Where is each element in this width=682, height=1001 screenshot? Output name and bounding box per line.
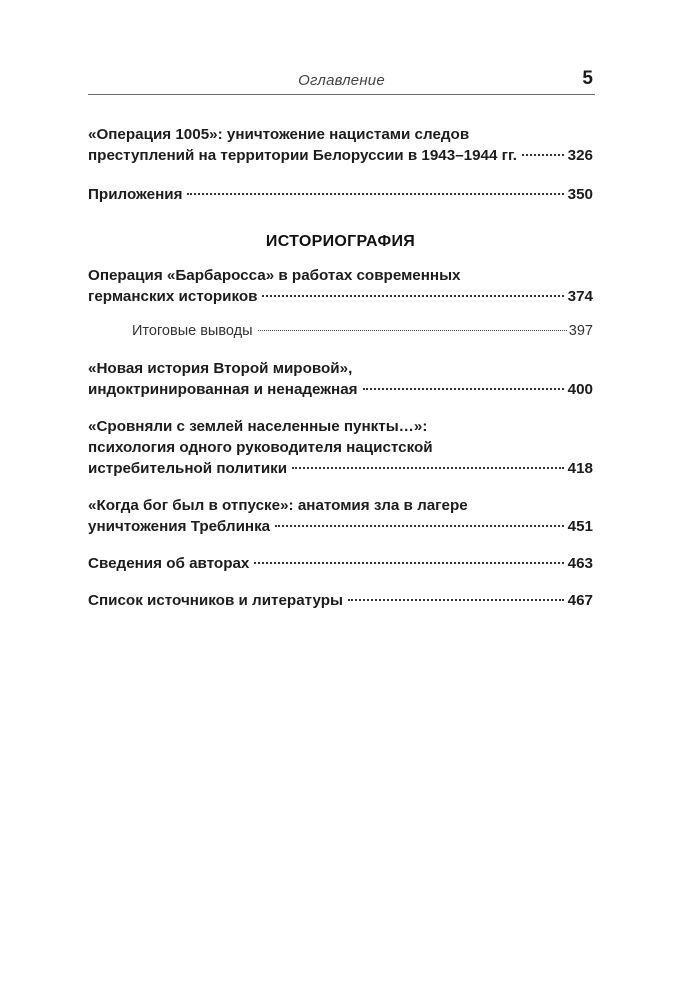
running-head — [88, 68, 595, 95]
dot-leader — [254, 562, 563, 564]
toc-entry-page: 418 — [567, 460, 593, 477]
toc-entry-page: 400 — [567, 381, 593, 398]
toc-entry-operation-1005[interactable] — [88, 124, 593, 166]
running-title: Оглавление — [298, 72, 385, 89]
toc-entry-title-line: «Операция 1005»: уничтожение нацистами следов — [88, 126, 470, 143]
page-number: 5 — [582, 68, 593, 89]
toc-entry-title-line: Операция «Барбаросса» в работах современных — [88, 267, 461, 284]
toc-entry-page: 467 — [567, 592, 593, 609]
toc-entry-title: Приложения — [88, 186, 183, 203]
toc-entry-treblinka[interactable] — [88, 495, 593, 537]
toc-entry-last-line — [132, 321, 593, 342]
toc-entry-bibliography[interactable] — [88, 590, 593, 611]
toc-entry-about-authors[interactable] — [88, 553, 593, 574]
toc-entry-last-line — [88, 286, 593, 307]
dot-leader — [262, 295, 563, 297]
toc-entry-barbarossa[interactable] — [88, 265, 593, 307]
toc-entry-appendices[interactable] — [88, 184, 593, 205]
toc-entry-page: 350 — [567, 186, 593, 203]
toc-entry-last-line — [88, 184, 593, 205]
toc-entry-last-line — [88, 553, 593, 574]
toc-entry-last-line — [88, 590, 593, 611]
section-heading-historiography: ИСТОРИОГРАФИЯ — [265, 233, 416, 250]
toc-entry-title: уничтожения Треблинка — [88, 518, 271, 535]
toc-entry-page: 463 — [567, 555, 593, 572]
toc-entry-title-line: «Когда бог был в отпуске»: анатомия зла в лагере — [88, 497, 468, 514]
toc-entry-page: 326 — [567, 147, 593, 164]
dot-leader — [348, 599, 564, 601]
toc-entry-last-line — [88, 379, 593, 400]
dot-leader — [363, 388, 564, 390]
dot-leader — [258, 330, 567, 331]
toc-entry-last-line — [88, 516, 593, 537]
toc-entry-page: 374 — [567, 288, 593, 305]
toc-entry-last-line — [88, 145, 593, 166]
toc-entry-title: истребительной политики — [88, 460, 288, 477]
toc-entry-title: германских историков — [88, 288, 258, 305]
table-of-contents — [88, 124, 593, 611]
toc-entry-new-history[interactable] — [88, 358, 593, 400]
dot-leader — [292, 467, 564, 469]
toc-entry-page: 397 — [568, 323, 593, 339]
toc-entry-title-line: «Новая история Второй мировой», — [88, 360, 353, 377]
toc-entry-title: Итоговые выводы — [132, 323, 253, 339]
toc-entry-title: Сведения об авторах — [88, 555, 250, 572]
toc-entry-razed[interactable] — [88, 416, 593, 479]
toc-entry-title: преступлений на территории Белоруссии в 1943–1944 гг. — [88, 147, 518, 164]
dot-leader — [187, 193, 563, 195]
toc-entry-title-line: психология одного руководителя нацистской — [88, 439, 433, 456]
toc-entry-title: Список источников и литературы — [88, 592, 343, 609]
toc-entry-title-line: «Сровняли с землей населенные пункты…»: — [88, 418, 428, 435]
dot-leader — [275, 525, 564, 527]
toc-entry-page: 451 — [567, 518, 593, 535]
dot-leader — [522, 154, 564, 156]
toc-entry-title: индоктринированная и ненадежная — [88, 381, 358, 398]
toc-entry-last-line — [88, 458, 593, 479]
toc-subentry-conclusions[interactable] — [88, 321, 593, 342]
